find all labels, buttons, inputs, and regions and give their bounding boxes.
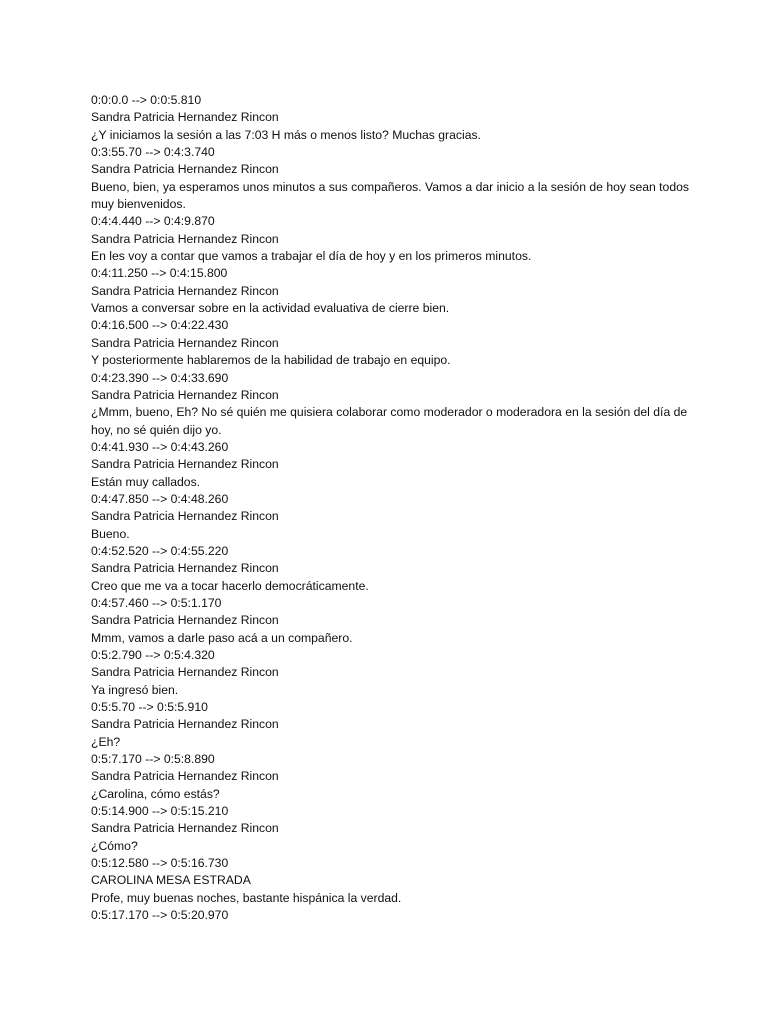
cue-text: En les voy a contar que vamos a trabajar el día de hoy y en los primeros minutos.: [91, 249, 532, 264]
cue-3: [91, 213, 691, 265]
cue-speaker: Sandra Patricia Hernandez Rincon: [91, 769, 279, 784]
cue-speaker: Sandra Patricia Hernandez Rincon: [91, 717, 279, 732]
cue-15: [91, 855, 691, 907]
cue-timestamp: 0:4:23.390 --> 0:4:33.690: [91, 370, 229, 385]
cue-speaker: Sandra Patricia Hernandez Rincon: [91, 613, 279, 628]
cue-text: Creo que me va a tocar hacerlo democráticamente.: [91, 578, 369, 593]
cue-speaker: Sandra Patricia Hernandez Rincon: [91, 821, 279, 836]
cue-speaker: Sandra Patricia Hernandez Rincon: [91, 110, 279, 125]
cue-text: Bueno.: [91, 526, 130, 541]
cue-timestamp: 0:5:17.170 --> 0:5:20.970: [91, 908, 229, 923]
cue-text: Están muy callados.: [91, 474, 201, 489]
cue-timestamp: 0:4:11.250 --> 0:4:15.800: [91, 266, 228, 281]
cue-11: [91, 647, 691, 699]
cue-text: Ya ingresó bien.: [91, 682, 179, 697]
cue-timestamp: 0:5:12.580 --> 0:5:16.730: [91, 856, 229, 871]
cue-timestamp: 0:5:2.790 --> 0:5:4.320: [91, 648, 215, 662]
cue-text: Mmm, vamos a darle paso acá a un compañero.: [91, 630, 353, 645]
cue-timestamp: 0:4:16.500 --> 0:4:22.430: [91, 318, 229, 333]
cue-2: [91, 144, 691, 213]
cue-5: [91, 317, 691, 369]
cue-7: [91, 439, 691, 491]
cue-speaker: Sandra Patricia Hernandez Rincon: [91, 387, 279, 402]
cue-timestamp: 0:4:41.930 --> 0:4:43.260: [91, 439, 229, 454]
cue-13: [91, 751, 691, 803]
cue-6: [91, 370, 691, 439]
cue-text: ¿Mmm, bueno, Eh? No sé quién me quisiera colaborar como moderador o moderadora en la sesión del día de hoy, no sé quién dijo yo.: [91, 405, 688, 437]
cue-text: ¿Eh?: [91, 734, 121, 749]
cue-text: Profe, muy buenas noches, bastante hispánica la verdad.: [91, 890, 402, 905]
cue-speaker: CAROLINA MESA ESTRADA: [91, 873, 251, 888]
cue-14: [91, 803, 691, 855]
transcript-page: [91, 92, 691, 925]
cue-timestamp: 0:4:47.850 --> 0:4:48.260: [91, 491, 229, 506]
cue-9: [91, 543, 691, 595]
cue-timestamp: 0:4:57.460 --> 0:5:1.170: [91, 595, 222, 610]
cue-1: [91, 92, 691, 144]
cue-text: Y posteriormente hablaremos de la habilidad de trabajo en equipo.: [91, 353, 451, 368]
cue-speaker: Sandra Patricia Hernandez Rincon: [91, 457, 279, 472]
cue-timestamp: 0:3:55.70 --> 0:4:3.740: [91, 145, 215, 160]
cue-speaker: Sandra Patricia Hernandez Rincon: [91, 283, 279, 298]
cue-10: [91, 595, 691, 647]
cue-12: [91, 699, 691, 751]
cue-timestamp: 0:5:7.170 --> 0:5:8.890: [91, 752, 215, 767]
cue-text: ¿Cómo?: [91, 838, 138, 853]
cue-speaker: Sandra Patricia Hernandez Rincon: [91, 561, 279, 576]
cue-speaker: Sandra Patricia Hernandez Rincon: [91, 335, 279, 350]
cue-8: [91, 491, 691, 543]
cue-speaker: Sandra Patricia Hernandez Rincon: [91, 162, 279, 177]
cue-timestamp: 0:5:14.900 --> 0:5:15.210: [91, 804, 229, 819]
cue-text: Bueno, bien, ya esperamos unos minutos a sus compañeros. Vamos a dar inicio a la sesión de hoy sean todos muy bienvenidos.: [91, 179, 689, 212]
cue-timestamp: 0:4:4.440 --> 0:4:9.870: [91, 214, 215, 229]
cue-timestamp: 0:0:0.0 --> 0:0:5.810: [91, 93, 202, 107]
cue-speaker: Sandra Patricia Hernandez Rincon: [91, 231, 279, 246]
cue-4: [91, 265, 691, 317]
cue-speaker: Sandra Patricia Hernandez Rincon: [91, 665, 279, 680]
cue-text: Vamos a conversar sobre en la actividad evaluativa de cierre bien.: [91, 301, 450, 316]
cue-16: [91, 907, 691, 924]
cue-speaker: Sandra Patricia Hernandez Rincon: [91, 509, 279, 524]
cue-timestamp: 0:4:52.520 --> 0:4:55.220: [91, 543, 229, 558]
cue-text: ¿Carolina, cómo estás?: [91, 786, 220, 801]
cue-text: ¿Y iniciamos la sesión a las 7:03 H más o menos listo? Muchas gracias.: [91, 127, 481, 142]
cue-timestamp: 0:5:5.70 --> 0:5:5.910: [91, 700, 208, 715]
